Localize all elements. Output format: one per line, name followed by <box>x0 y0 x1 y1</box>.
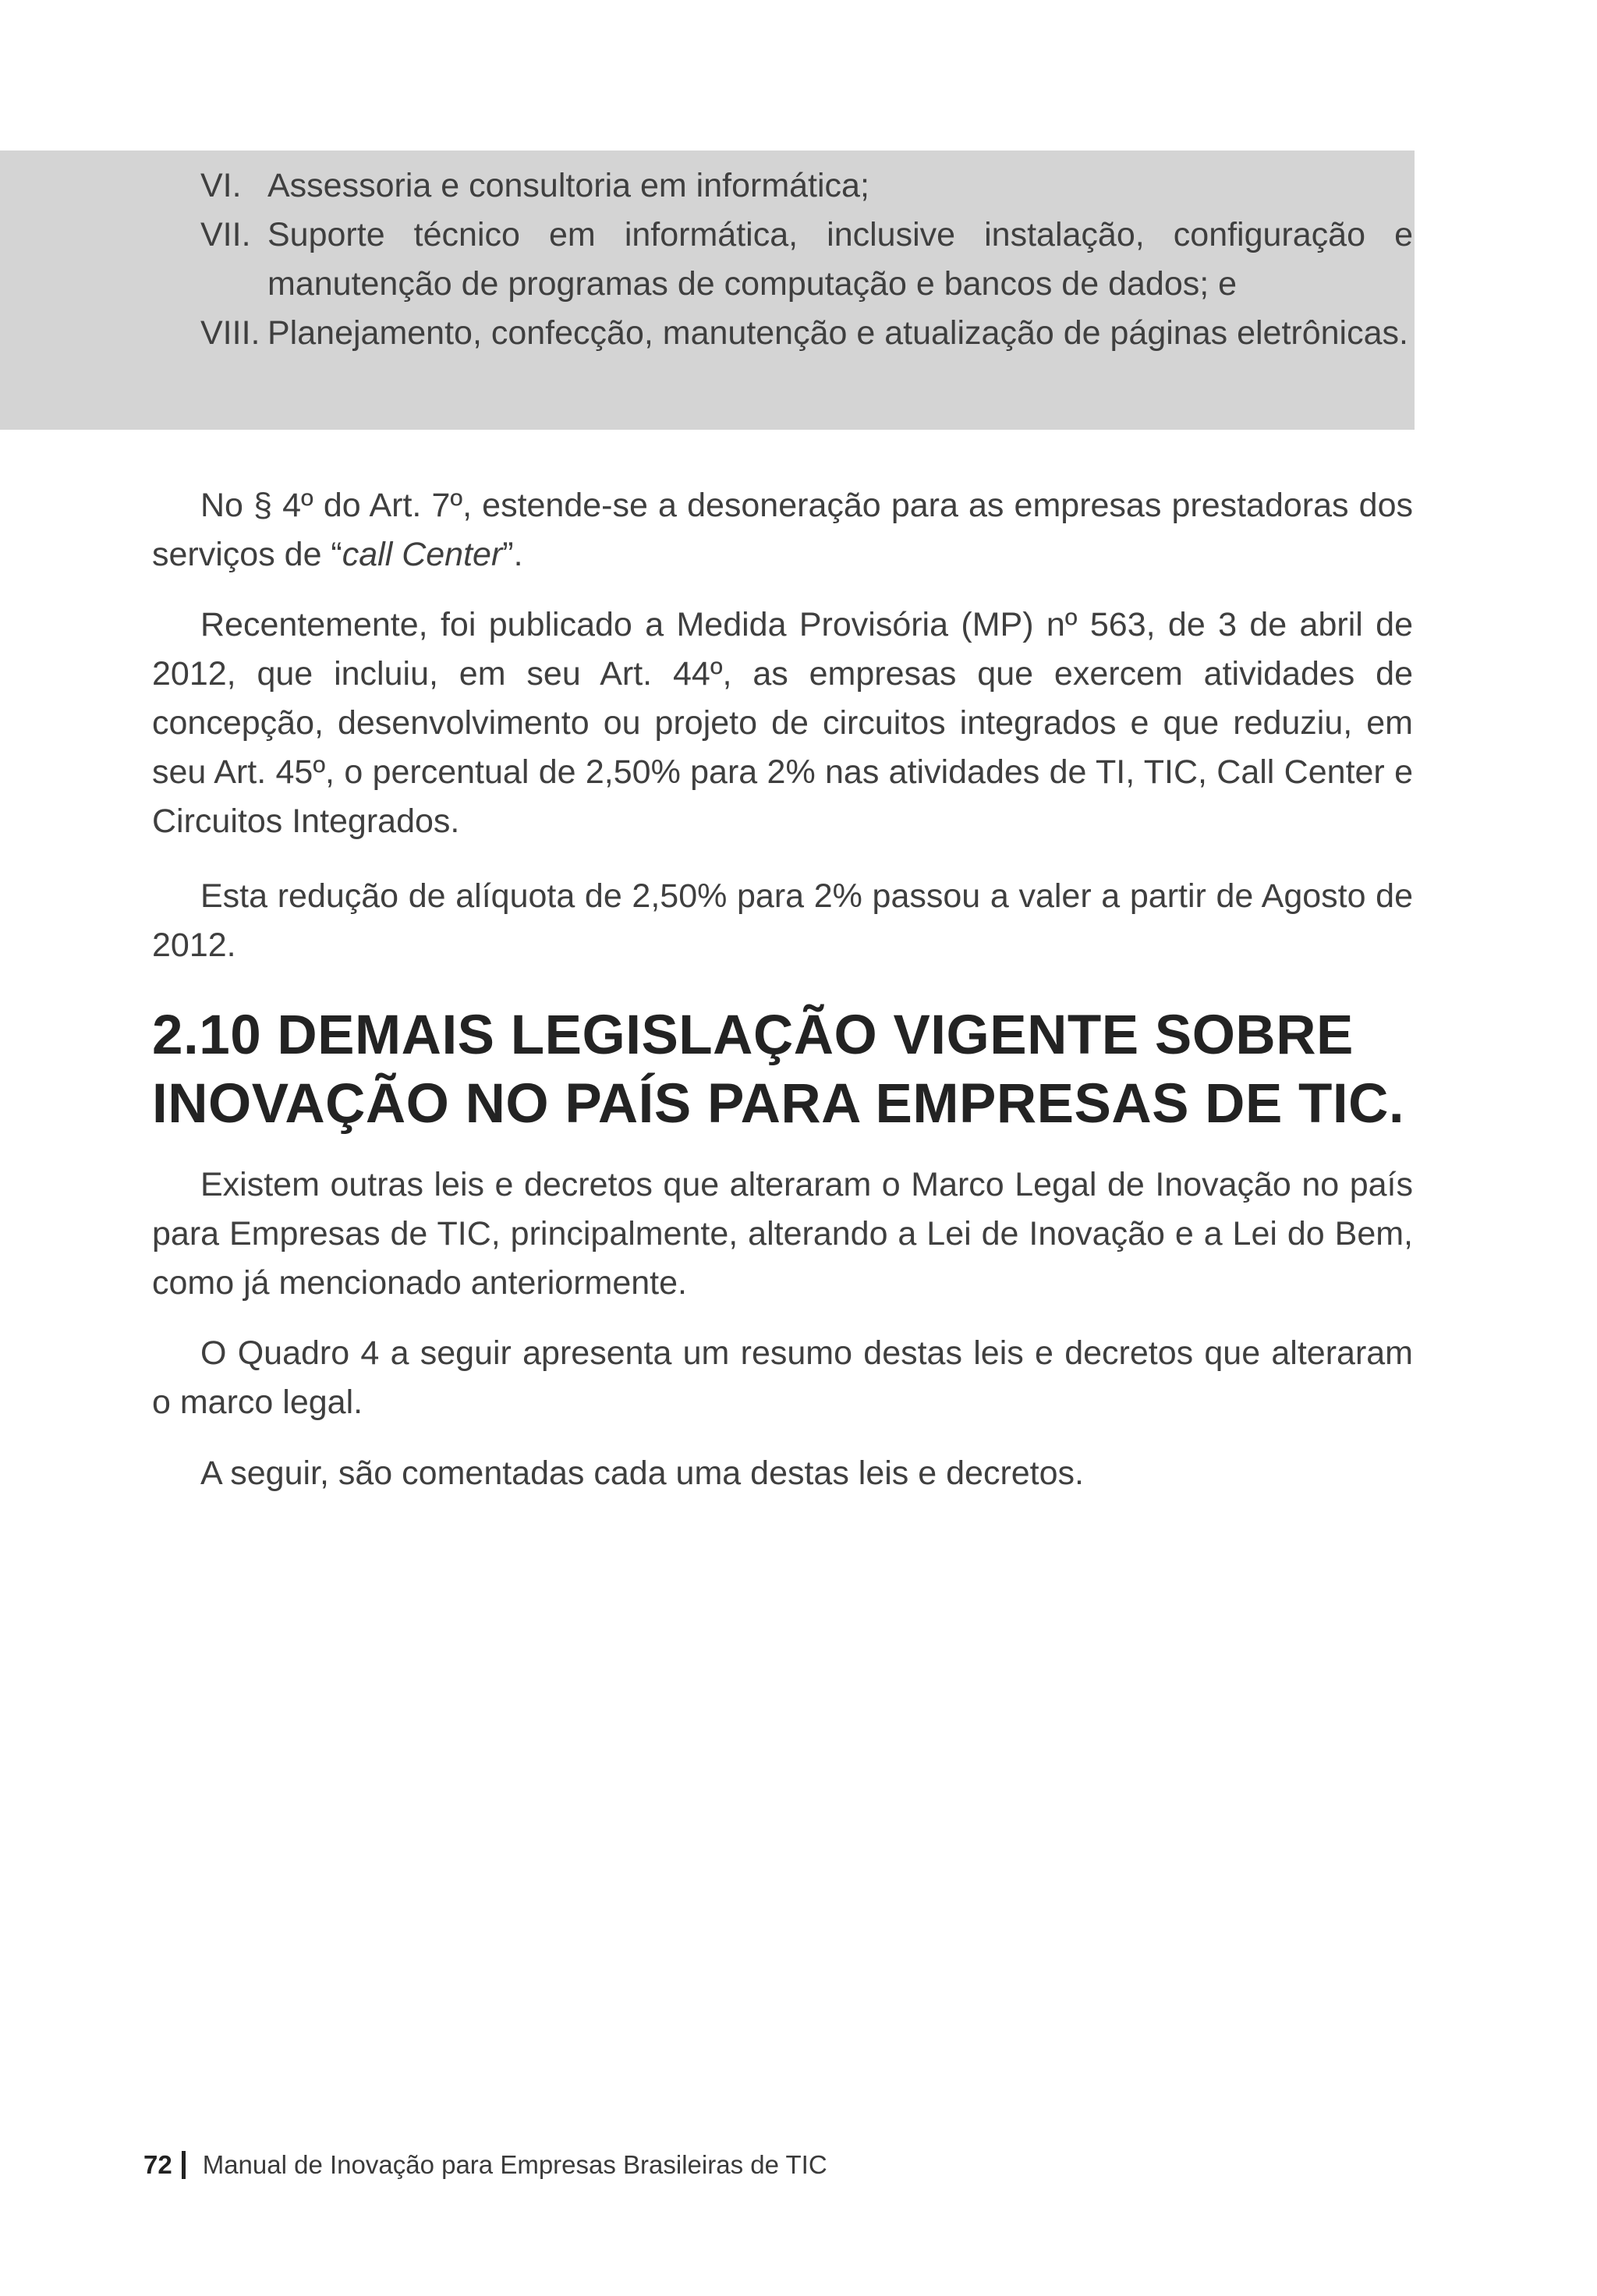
list-item-text: Assessoria e consultoria em informática; <box>267 167 869 204</box>
list-item <box>200 161 1415 211</box>
footer-divider <box>182 2151 186 2179</box>
list-item <box>200 211 1415 309</box>
list-item-text: Suporte técnico em informática, inclusive instalação, configuração e manutenção de programas de computação e bancos de dados; e <box>267 216 1413 303</box>
paragraph-italic-text: call Center <box>342 536 503 573</box>
paragraph-block <box>152 481 1413 579</box>
paragraph-a-seguir: A seguir, são comentadas cada uma destas leis e decretos. <box>200 1454 1084 1492</box>
paragraph-block <box>152 1329 1413 1427</box>
list-item-number: VIII. <box>200 314 260 352</box>
list-item <box>200 309 1415 358</box>
paragraph-text: ”. <box>502 536 523 573</box>
paragraph-outras-leis: Existem outras leis e decretos que alteraram o Marco Legal de Inovação no país para Empresas de TIC, principalmente, alterando a Lei de Inovação e a Lei do Bem, como já mencionado anteriormente. <box>152 1166 1413 1302</box>
paragraph-mp-563: Recentemente, foi publicado a Medida Provisória (MP) nº 563, de 3 de abril de 2012, que incluiu, em seu Art. 44º, as empresas que exercem atividades de concepção, desenvolvimento ou projeto de circuitos integrados e que reduziu, em seu Art. 45º, o percentual de 2,50% para 2% nas atividades de TI, TIC, Call Center e Circuitos Integrados. <box>152 606 1413 840</box>
list-item-number: VI. <box>200 167 242 204</box>
paragraph-aliquota: Esta redução de alíquota de 2,50% para 2% passou a valer a partir de Agosto de 2012. <box>152 877 1413 964</box>
paragraph-block <box>152 601 1413 846</box>
paragraph-block <box>152 872 1413 970</box>
running-title: Manual de Inovação para Empresas Brasileiras de TIC <box>202 2150 827 2179</box>
section-heading-line: 2.10 DEMAIS LEGISLAÇÃO VIGENTE SOBRE <box>152 1004 1354 1066</box>
paragraph-call-center <box>152 481 1413 579</box>
services-list <box>200 161 1415 358</box>
page-footer <box>143 2148 827 2182</box>
page-number: 72 <box>143 2150 172 2179</box>
paragraph-block <box>152 1160 1413 1308</box>
list-item-number: VII. <box>200 216 251 253</box>
paragraph-quadro-4: O Quadro 4 a seguir apresenta um resumo destas leis e decretos que alteraram o marco legal. <box>152 1334 1413 1421</box>
paragraph-text: No § 4º do Art. 7º, estende-se a desoneração para as empresas prestadoras dos serviços de “ <box>152 487 1413 573</box>
section-heading <box>152 1001 1423 1139</box>
list-item-text: Planejamento, confecção, manutenção e atualização de páginas eletrônicas. <box>267 314 1408 352</box>
paragraph-block <box>152 1449 1413 1498</box>
section-heading-line: INOVAÇÃO NO PAÍS PARA EMPRESAS DE TIC. <box>152 1073 1405 1135</box>
